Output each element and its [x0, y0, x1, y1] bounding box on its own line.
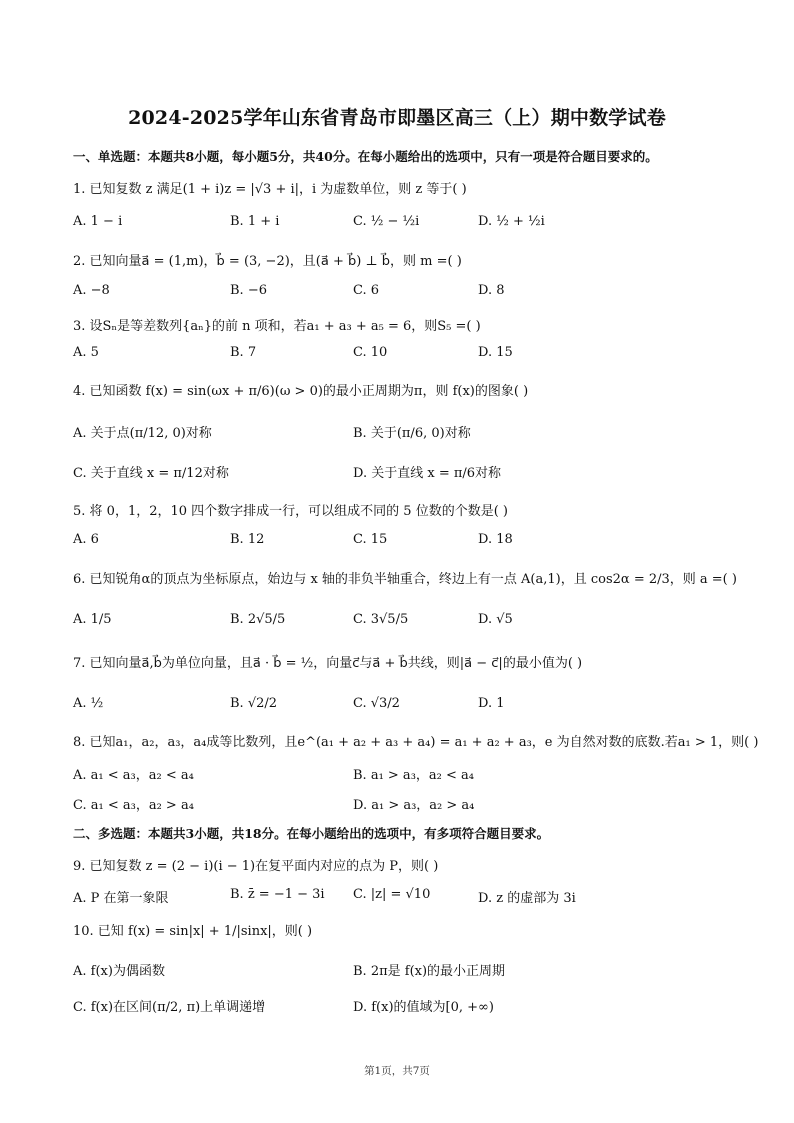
option: D. 关于直线 x = π/6对称 — [353, 466, 502, 481]
option: C. 6 — [353, 283, 380, 298]
question-stem: 4. 已知函数 f(x) = sin(ωx + π/6)(ω > 0)的最小正周期为π，则 f(x)的图象( ) — [73, 384, 529, 399]
question-stem: 10. 已知 f(x) = sin|x| + 1/|sinx|，则( ) — [73, 924, 313, 939]
option: B. −6 — [230, 283, 267, 298]
option: A. f(x)为偶函数 — [73, 964, 165, 979]
option: D. z 的虚部为 3i — [478, 891, 576, 906]
page-title: 2024-2025学年山东省青岛市即墨区高三（上）期中数学试卷 — [128, 107, 666, 129]
option: B. 12 — [230, 532, 265, 547]
option: D. 8 — [478, 283, 505, 298]
option: A. 关于点(π/12, 0)对称 — [73, 426, 212, 441]
question-stem: 3. 设Sₙ是等差数列{aₙ}的前 n 项和，若a₁ + a₃ + a₅ = 6，则S₅ =( ) — [73, 319, 481, 334]
option: C. 15 — [353, 532, 388, 547]
option: C. 关于直线 x = π/12对称 — [73, 466, 229, 481]
option: B. z̄ = −1 − 3i — [230, 887, 325, 902]
option: D. √5 — [478, 612, 513, 627]
option: D. f(x)的值域为[0, +∞) — [353, 1000, 494, 1015]
question-stem: 8. 已知a₁，a₂，a₃，a₄成等比数列，且e^(a₁ + a₂ + a₃ + a₄) = a₁ + a₂ + a₃，e 为自然对数的底数.若a₁ > 1，则( ) — [73, 735, 759, 750]
question-stem: 1. 已知复数 z 满足(1 + i)z = |√3 + i|，i 为虚数单位，则 z 等于( ) — [73, 182, 467, 197]
question-stem: 6. 已知锐角α的顶点为坐标原点，始边与 x 轴的非负半轴重合，终边上有一点 A(a,1)，且 cos2α = 2/3，则 a =( ) — [73, 572, 737, 587]
option: A. 1 − i — [73, 214, 123, 229]
option: D. 1 — [478, 696, 505, 711]
option: B. a₁ > a₃，a₂ < a₄ — [353, 768, 474, 783]
option: D. ½ + ½i — [478, 214, 545, 229]
option: A. ½ — [73, 696, 104, 711]
option: A. 1/5 — [73, 612, 112, 627]
option: C. a₁ < a₃，a₂ > a₄ — [73, 798, 194, 813]
page-footer: 第1页，共7页 — [364, 1065, 430, 1077]
question-stem: 9. 已知复数 z = (2 − i)(i − 1)在复平面内对应的点为 P，则( ) — [73, 859, 439, 874]
option: D. a₁ > a₃，a₂ > a₄ — [353, 798, 475, 813]
option: A. 5 — [73, 345, 99, 360]
option: C. |z| = √10 — [353, 887, 431, 902]
section-heading-multi-choice: 二、多选题：本题共3小题，共18分。在每小题给出的选项中，有多项符合题目要求。 — [73, 826, 550, 841]
option: A. P 在第一象限 — [73, 891, 169, 906]
option: B. 1 + i — [230, 214, 280, 229]
option: B. 关于(π/6, 0)对称 — [353, 426, 471, 441]
option: B. 2π是 f(x)的最小正周期 — [353, 964, 506, 979]
option: D. 15 — [478, 345, 513, 360]
option: A. a₁ < a₃，a₂ < a₄ — [73, 768, 194, 783]
option: B. 2√5/5 — [230, 612, 286, 627]
option: C. f(x)在区间(π/2, π)上单调递增 — [73, 1000, 266, 1015]
question-stem: 7. 已知向量a⃗,b⃗为单位向量，且a⃗ · b⃗ = ½，向量c⃗与a⃗ + b⃗共线，则|a⃗ − c⃗|的最小值为( ) — [73, 656, 583, 671]
option: D. 18 — [478, 532, 513, 547]
option: C. 10 — [353, 345, 388, 360]
option: C. √3/2 — [353, 696, 400, 711]
option: A. −8 — [73, 283, 110, 298]
option: B. 7 — [230, 345, 257, 360]
option: C. ½ − ½i — [353, 214, 420, 229]
option: C. 3√5/5 — [353, 612, 409, 627]
question-stem: 5. 将 0，1，2，10 四个数字排成一行，可以组成不同的 5 位数的个数是( ) — [73, 504, 508, 519]
option: A. 6 — [73, 532, 99, 547]
section-heading-single-choice: 一、单选题：本题共8小题，每小题5分，共40分。在每小题给出的选项中，只有一项是符合题目要求的。 — [73, 149, 658, 164]
question-stem: 2. 已知向量a⃗ = (1,m)，b⃗ = (3, −2)，且(a⃗ + b⃗) ⊥ b⃗，则 m =( ) — [73, 254, 462, 269]
option: B. √2/2 — [230, 696, 278, 711]
